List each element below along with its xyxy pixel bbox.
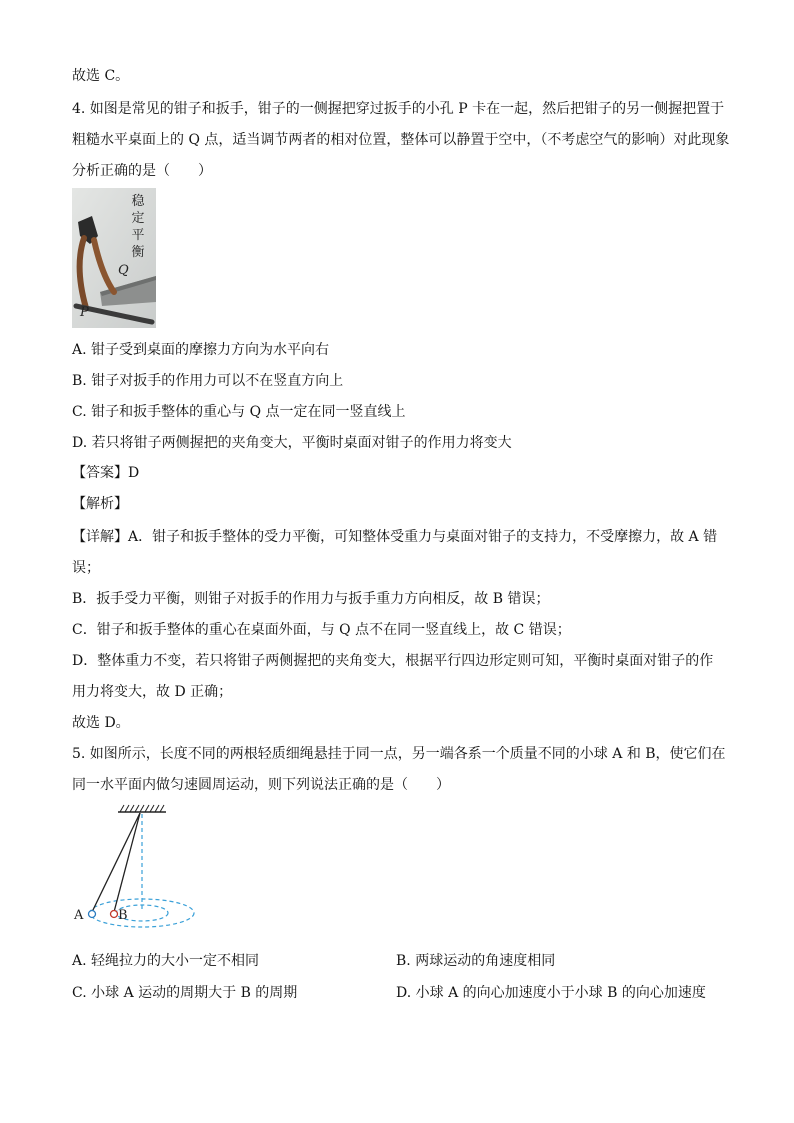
label-a: A xyxy=(74,908,84,923)
q4-conclusion: 故选 D。 xyxy=(72,715,130,731)
string-a xyxy=(92,813,140,912)
q4-option-c: C. 钳子和扳手整体的重心与 Q 点一定在同一竖直线上 xyxy=(72,404,406,420)
q4-stem-line-2: 粗糙水平桌面上的 Q 点，适当调节两者的相对位置，整体可以静置于空中，（不考虑空气的影响）对此现象 xyxy=(72,132,730,148)
photo-caption-char-1: 稳 xyxy=(131,194,145,209)
ceiling-hatch xyxy=(120,805,164,812)
conical-pendulum-diagram xyxy=(72,800,202,930)
photo-label-q: Q xyxy=(118,263,129,278)
q4-detail-b: B．扳手受力平衡，则钳子对扳手的作用力与扳手重力方向相反，故 B 错误； xyxy=(72,591,550,607)
q5-stem-line-2: 同一水平面内做匀速圆周运动，则下列说法正确的是（ ） xyxy=(72,777,450,793)
orbit-outer xyxy=(90,899,194,927)
ball-b xyxy=(111,911,118,918)
q4-stem-line-3: 分析正确的是（ ） xyxy=(72,163,212,179)
q4-stem-line-1: 4. 如图是常见的钳子和扳手，钳子的一侧握把穿过扳手的小孔 P 卡在一起，然后把钳子的另一侧握把置于 xyxy=(72,101,725,117)
pliers-wrench-photo xyxy=(72,188,156,328)
q4-detail-d-line-1: D．整体重力不变，若只将钳子两侧握把的夹角变大，根据平行四边形定则可知，平衡时桌面对钳子的作 xyxy=(72,653,714,669)
q4-detail-a-line-2: 误； xyxy=(72,560,100,576)
q5-stem-line-1: 5. 如图所示，长度不同的两根轻质细绳悬挂于同一点，另一端各系一个质量不同的小球 A 和 B，使它们在 xyxy=(72,746,726,762)
q4-detail-c: C．钳子和扳手整体的重心在桌面外面，与 Q 点不在同一竖直线上，故 C 错误； xyxy=(72,622,571,638)
previous-answer-conclusion: 故选 C。 xyxy=(72,68,130,84)
q5-option-c: C. 小球 A 运动的周期大于 B 的周期 xyxy=(72,985,298,1001)
photo-label-p: P xyxy=(80,305,89,320)
q5-option-d: D. 小球 A 的向心加速度小于小球 B 的向心加速度 xyxy=(396,985,706,1001)
string-b xyxy=(114,813,140,912)
q4-option-d: D. 若只将钳子两侧握把的夹角变大，平衡时桌面对钳子的作用力将变大 xyxy=(72,435,512,451)
q4-detail-a-line-1: 【详解】A．钳子和扳手整体的受力平衡，可知整体受重力与桌面对钳子的支持力，不受摩擦力，故 A 错 xyxy=(72,529,718,545)
photo-caption-char-3: 平 xyxy=(131,228,145,243)
q4-option-b: B. 钳子对扳手的作用力可以不在竖直方向上 xyxy=(72,373,344,389)
q4-analysis-title: 【解析】 xyxy=(72,496,128,512)
ball-a xyxy=(89,911,96,918)
q5-option-b: B. 两球运动的角速度相同 xyxy=(396,953,556,969)
q4-answer: 【答案】D xyxy=(72,465,140,481)
q4-detail-d-line-2: 用力将变大，故 D 正确； xyxy=(72,684,233,700)
q4-option-a: A. 钳子受到桌面的摩擦力方向为水平向右 xyxy=(72,342,330,358)
q5-option-a: A. 轻绳拉力的大小一定不相同 xyxy=(72,953,260,969)
photo-caption-char-2: 定 xyxy=(131,211,145,226)
photo-caption-char-4: 衡 xyxy=(131,245,145,260)
label-b: B xyxy=(118,908,128,923)
